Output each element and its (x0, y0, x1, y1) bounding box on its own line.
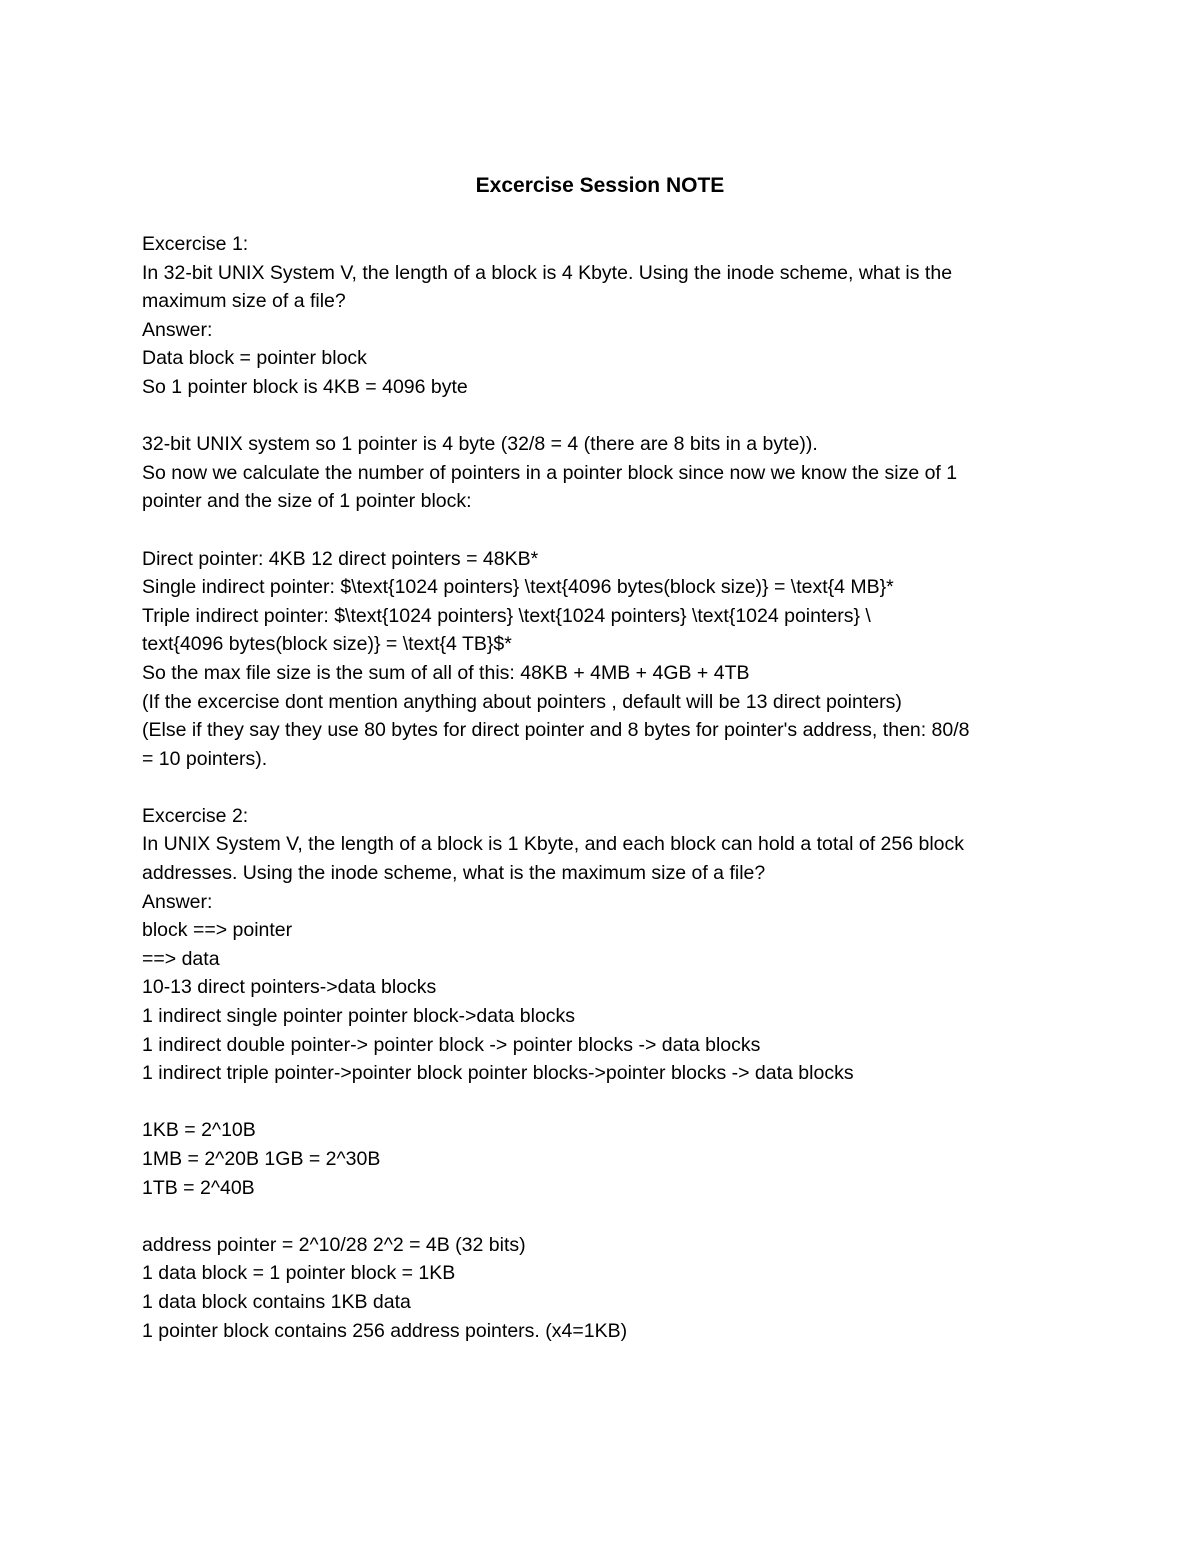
text-line: So now we calculate the number of pointers in a pointer block since now we know the size of 1 (142, 461, 958, 484)
text-line: 1 indirect triple pointer->pointer block pointer blocks->pointer blocks -> data blocks (142, 1062, 854, 1085)
text-line: Single indirect pointer: $\text{1024 pointers} \text{4096 bytes(block size)} = \text{4 MB}* (142, 576, 894, 599)
text-line: = 10 pointers). (142, 747, 268, 770)
text-line: So the max file size is the sum of all of this: 48KB + 4MB + 4GB + 4TB (142, 661, 750, 684)
text-line: Triple indirect pointer: $\text{1024 pointers} \text{1024 pointers} \text{1024 pointers} \ (142, 604, 871, 627)
text-line: 1 pointer block contains 256 address pointers. (x4=1KB) (142, 1319, 628, 1342)
text-line: address pointer = 2^10/28 2^2 = 4B (32 bits) (142, 1233, 526, 1256)
blank-line (142, 773, 1062, 802)
document-title: Excercise Session NOTE (475, 174, 725, 197)
text-line: maximum size of a file? (142, 290, 346, 313)
text-line: Answer: (142, 318, 213, 341)
text-line: In 32-bit UNIX System V, the length of a block is 4 Kbyte. Using the inode scheme, what is the (142, 261, 953, 284)
document-body (142, 230, 1062, 1345)
text-line: (Else if they say they use 80 bytes for direct pointer and 8 bytes for pointer's address, then: 80/8 (142, 719, 970, 742)
text-line: Data block = pointer block (142, 347, 367, 370)
text-line: Direct pointer: 4KB 12 direct pointers = 48KB* (142, 547, 539, 570)
blank-line (142, 1088, 1062, 1117)
text-line: So 1 pointer block is 4KB = 4096 byte (142, 375, 468, 398)
text-line: (If the excercise dont mention anything about pointers , default will be 13 direct pointers) (142, 690, 902, 713)
text-line: ==> data (142, 947, 220, 970)
text-line: Excercise 2: (142, 804, 249, 827)
text-line: pointer and the size of 1 pointer block: (142, 490, 472, 513)
text-line: 1MB = 2^20B 1GB = 2^30B (142, 1148, 381, 1170)
blank-line (142, 1202, 1062, 1231)
text-line: 1 indirect double pointer-> pointer block -> pointer blocks -> data blocks (142, 1033, 761, 1056)
text-line: 1 data block contains 1KB data (142, 1290, 411, 1313)
blank-line (142, 516, 1062, 545)
text-line: block ==> pointer (142, 919, 293, 942)
text-line: 1TB = 2^40B (142, 1176, 255, 1199)
text-line: text{4096 bytes(block size)} = \text{4 TB}$* (142, 633, 512, 656)
text-line: 1 indirect single pointer pointer block->data blocks (142, 1005, 576, 1028)
blank-line (142, 402, 1062, 431)
text-line: In UNIX System V, the length of a block is 1 Kbyte, and each block can hold a total of 256 block (142, 833, 965, 856)
text-line: 1KB = 2^10B (142, 1119, 256, 1142)
text-line: addresses. Using the inode scheme, what is the maximum size of a file? (142, 862, 766, 885)
text-line: Answer: (142, 890, 213, 913)
text-line: 32-bit UNIX system so 1 pointer is 4 byte (32/8 = 4 (there are 8 bits in a byte)). (142, 433, 818, 456)
text-line: 1 data block = 1 pointer block = 1KB (142, 1262, 456, 1285)
text-line: Excercise 1: (142, 233, 249, 255)
text-line: 10-13 direct pointers->data blocks (142, 976, 437, 999)
